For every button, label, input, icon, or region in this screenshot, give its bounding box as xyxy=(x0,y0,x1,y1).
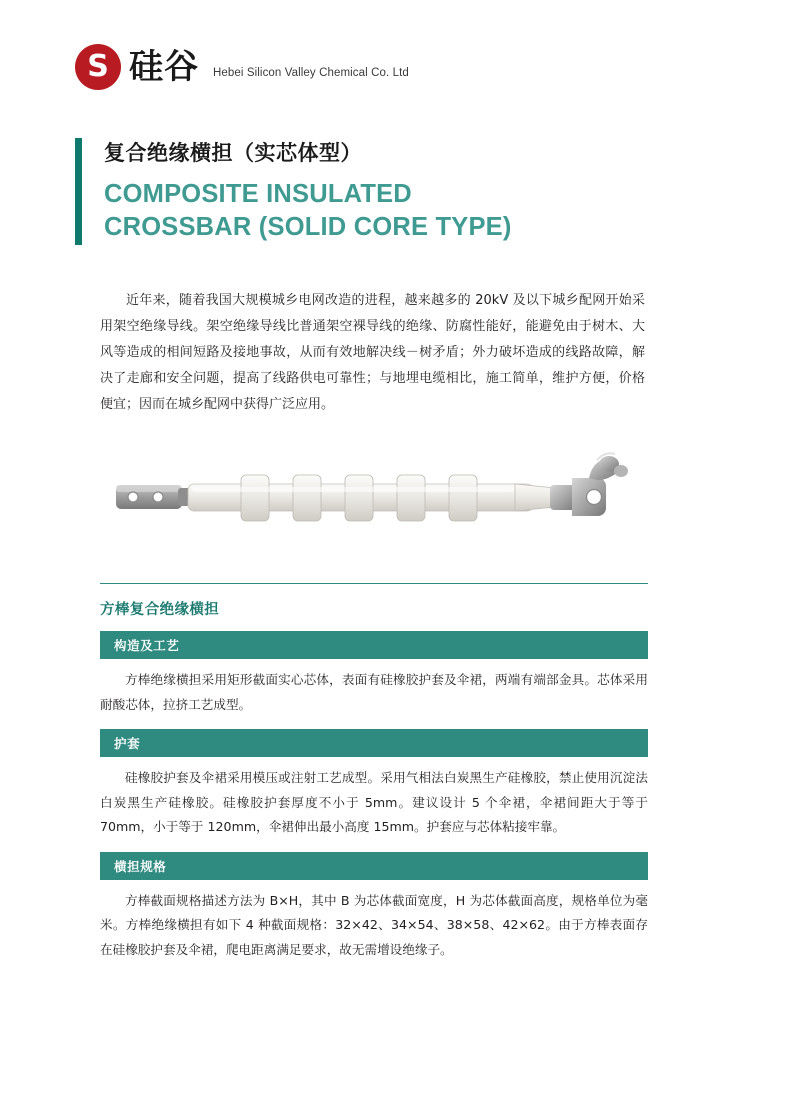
section-heading: 方棒复合绝缘横担 xyxy=(100,602,220,618)
logo-mark-icon xyxy=(75,44,121,90)
page-title-english-line1: COMPOSITE INSULATED xyxy=(104,179,412,208)
title-text-group xyxy=(104,138,512,245)
band-sheath: 护套 xyxy=(100,729,648,757)
company-english-name: Hebei Silicon Valley Chemical Co. Ltd xyxy=(213,67,409,79)
band-structure-process: 构造及工艺 xyxy=(100,631,648,659)
paragraph-structure-process: 方棒绝缘横担采用矩形截面实心芯体，表面有硅橡胶护套及伞裙，两端有端部金具。芯体采用耐酸芯体，拉挤工艺成型。 xyxy=(100,672,648,712)
company-logo xyxy=(75,44,409,90)
product-illustration-icon xyxy=(100,430,660,570)
title-block xyxy=(75,138,735,245)
logo-glyph: S xyxy=(87,49,109,84)
intro-paragraph: 近年来，随着我国大规模城乡电网改造的进程，越来越多的 20kV 及以下城乡配网开始采用架空绝缘导线。架空绝缘导线比普通架空裸导线的绝缘、防腐性能好，能避免由于树木、大风等造成的相间短路及接地事故，从而有效地解决线－树矛盾；外力破坏造成的线路故障，解决了走廊和安全问题，提高了线路供电可靠性；与地埋电缆相比，施工简单，维护方便，价格便宜；因而在城乡配网中获得广泛应用。 xyxy=(100,293,645,412)
insulator-body xyxy=(188,475,555,521)
section-divider xyxy=(100,583,648,584)
product-image xyxy=(100,430,660,570)
page-title-english-line2: CROSSBAR (SOLID CORE TYPE) xyxy=(104,213,512,242)
paragraph-sheath: 硅橡胶护套及伞裙采用模压或注射工艺成型。采用气相法白炭黑生产硅橡胶，禁止使用沉淀法白炭黑生产硅橡胶。硅橡胶护套厚度不小于 5mm。建议设计 5 个伞裙，伞裙间距大于等于 70mm，小于等于 120mm，伞裙伸出最小高度 15mm。护套应与芯体粘接牢靠。 xyxy=(100,770,648,835)
band-crossbar-spec: 横担规格 xyxy=(100,852,648,880)
page-title-english xyxy=(104,178,512,245)
left-end-fitting xyxy=(116,485,192,509)
page-title: 复合绝缘横担（实芯体型） xyxy=(104,141,362,165)
logo-chinese-name: 硅谷 xyxy=(129,47,199,87)
right-end-fitting xyxy=(550,453,628,516)
page-header xyxy=(0,32,800,102)
section-content xyxy=(100,583,648,962)
paragraph-crossbar-spec: 方棒截面规格描述方法为 B×H，其中 B 为芯体截面宽度，H 为芯体截面高度，规格单位为毫米。方棒绝缘横担有如下 4 种截面规格：32×42、34×54、38×58、42×62。由于方棒表面存在硅橡胶护套及伞裙，爬电距离满足要求，故无需增设绝缘子。 xyxy=(100,892,648,957)
title-accent-bar xyxy=(75,138,82,245)
